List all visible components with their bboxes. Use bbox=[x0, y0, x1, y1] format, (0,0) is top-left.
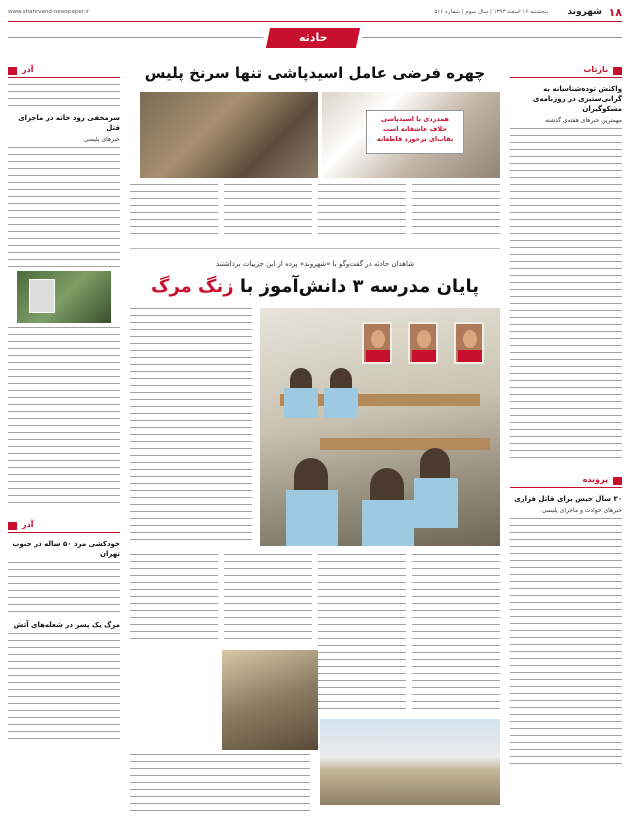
page-number: ۱۸ bbox=[608, 6, 622, 19]
left-column-header bbox=[8, 64, 120, 78]
left-column-header-2 bbox=[8, 519, 120, 533]
left-photo-inset bbox=[29, 279, 55, 313]
protest-sign bbox=[366, 110, 464, 154]
section-banner: حادثه bbox=[266, 28, 360, 48]
student-closeup-photo bbox=[222, 650, 318, 750]
acid-story-col-3 bbox=[224, 184, 312, 240]
right-story1-body bbox=[510, 128, 622, 458]
student-shirt bbox=[286, 490, 338, 546]
section-rule-left bbox=[8, 37, 263, 38]
left-story1-body-2 bbox=[8, 327, 120, 507]
classroom-photo bbox=[260, 308, 500, 546]
headline-school-black: پایان مدرسه ۳ دانش‌آموز با bbox=[239, 276, 479, 297]
right-column-label: بازتاب bbox=[583, 65, 622, 74]
school-story-col-4 bbox=[130, 554, 218, 644]
left-story1-title: سرمخفی رود خانه در ماجرای قتل bbox=[18, 114, 120, 132]
right-story2-title: ۳۰ سال حبس برای قاتل فراری bbox=[514, 495, 622, 503]
student-portrait bbox=[362, 322, 392, 364]
main-divider bbox=[130, 248, 500, 249]
acid-story-col-4 bbox=[130, 184, 218, 240]
acid-story-col-2 bbox=[318, 184, 406, 240]
school-story-col-1 bbox=[412, 554, 500, 710]
school-story-kicker: شاهدان حادثه در گفت‌وگو با «شهروند» پرده از این جزییات برداشتند bbox=[216, 260, 414, 268]
sign-line-3: نقاب‌ای برخورد قاطعانه bbox=[376, 135, 454, 143]
left-story3-body bbox=[8, 633, 120, 743]
left-story2-title: خودکشی مرد ۵۰ ساله در جنوب تهران bbox=[12, 540, 120, 558]
right-story1-title: واکنش توده‌شناسانه به گرانی‌ستیزی در روزنامه‌ی مسکوگیران bbox=[532, 85, 622, 113]
student-figure bbox=[420, 448, 450, 480]
right-story2-sub: خبرهای حوادث و ماجرای پلیسی bbox=[541, 507, 622, 514]
headline-school-red: زنگ مرگ bbox=[151, 276, 234, 297]
school-story-col-2 bbox=[318, 554, 406, 710]
right-column-header bbox=[510, 64, 622, 78]
right-story1-sub: مهمترین خبرهای هفته‌ی گذشته bbox=[544, 117, 622, 124]
acid-story-col-1 bbox=[412, 184, 500, 240]
student-shirt bbox=[284, 388, 318, 418]
student-portrait bbox=[454, 322, 484, 364]
left-story1-intro bbox=[8, 84, 120, 110]
left-story-photo bbox=[17, 271, 111, 323]
portrait-shirt bbox=[458, 350, 482, 362]
page-header bbox=[8, 6, 622, 20]
main-content bbox=[130, 64, 500, 810]
protest-photo bbox=[140, 92, 318, 178]
portrait-shirt bbox=[366, 350, 390, 362]
left-story1-sub: خبرهای پلیسی bbox=[83, 136, 120, 143]
brand-name: شهروند bbox=[567, 7, 602, 17]
sign-line-2: خلاف عاشقانه است bbox=[383, 125, 447, 133]
left-sidebar bbox=[8, 64, 120, 810]
road-scene-photo bbox=[320, 719, 500, 805]
site-url: www.shahrvand-newspaper.ir bbox=[8, 9, 90, 15]
portrait-shirt bbox=[412, 350, 436, 362]
headline-school bbox=[130, 276, 500, 297]
right-sidebar bbox=[510, 64, 622, 810]
right-column-header-2 bbox=[510, 474, 622, 488]
student-figure bbox=[294, 458, 328, 494]
student-shirt bbox=[414, 478, 458, 528]
school-story-intro bbox=[130, 308, 252, 546]
school-story-col-3 bbox=[224, 554, 312, 644]
header-rule bbox=[8, 21, 622, 22]
left-column-label: آذر bbox=[8, 65, 33, 74]
left-story2-body bbox=[8, 562, 120, 614]
student-portrait bbox=[408, 322, 438, 364]
sign-line-1: همدردی با اسیدپاشی bbox=[381, 115, 449, 123]
portrait-face bbox=[417, 330, 431, 348]
school-story-continued bbox=[130, 754, 310, 814]
headline-acid-attack: چهره فرضی عامل اسیدپاشی تنها سرنخ پلیس bbox=[144, 64, 486, 82]
right-column-label-2: پرونده bbox=[583, 475, 622, 484]
dateline: پنجشنبه ۱۶ اسفند ۱۳۹۳ | سال سوم | شماره ۵۱۶ bbox=[434, 9, 548, 15]
acid-story-body bbox=[130, 184, 500, 240]
student-shirt bbox=[362, 500, 414, 546]
right-story2-body bbox=[510, 518, 622, 768]
left-column-label-2: آذر bbox=[8, 520, 33, 529]
section-rule-right bbox=[362, 37, 622, 38]
student-figure bbox=[370, 468, 404, 504]
left-story3-title: مرگ یک پسر در شعله‌های آتش bbox=[13, 621, 120, 629]
portrait-face bbox=[371, 330, 385, 348]
left-story1-body bbox=[8, 147, 120, 267]
student-shirt bbox=[324, 388, 358, 418]
classroom-desk bbox=[320, 438, 490, 450]
portrait-face bbox=[463, 330, 477, 348]
